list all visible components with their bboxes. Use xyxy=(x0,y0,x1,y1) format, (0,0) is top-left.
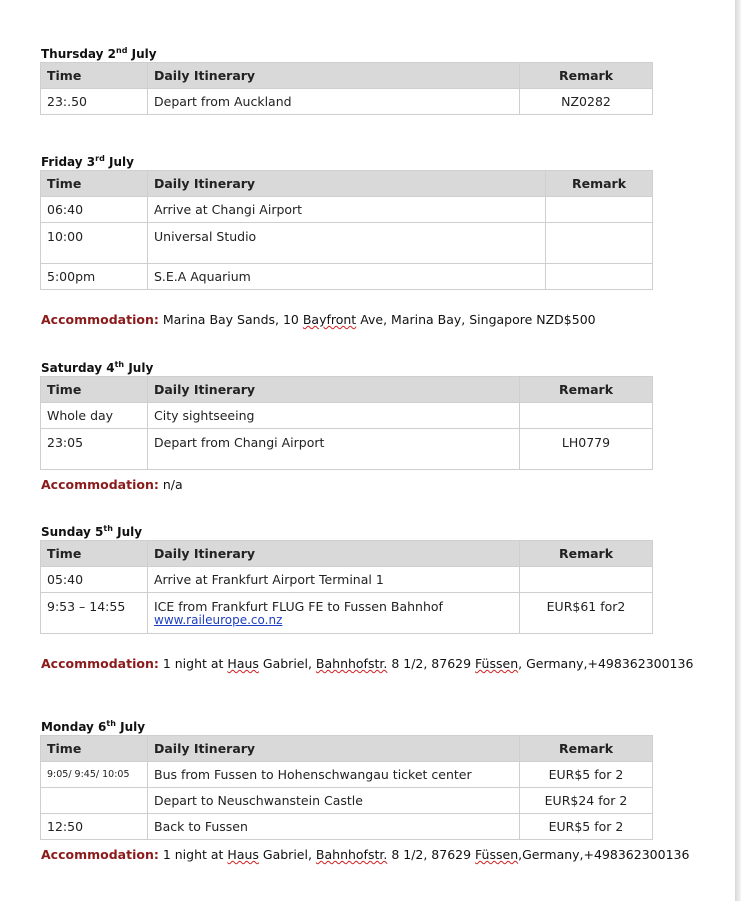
cell-itinerary: S.E.A Aquarium xyxy=(148,264,546,290)
cell-remark xyxy=(520,403,653,429)
cell-itinerary: Depart from Auckland xyxy=(148,89,520,115)
table-header-row xyxy=(41,377,653,403)
cell-remark: EUR$24 for 2 xyxy=(520,788,653,814)
table-row xyxy=(41,429,653,470)
cell-remark: EUR$61 for2 xyxy=(520,593,653,634)
itinerary-table xyxy=(40,376,653,470)
day-heading: Thursday 2nd July xyxy=(41,46,157,61)
table-row xyxy=(41,567,653,593)
cell-time: 10:00 xyxy=(41,223,148,264)
table-row xyxy=(41,223,653,264)
cell-time: 9:05/ 9:45/ 10:05 xyxy=(41,762,148,788)
cell-remark: LH0779 xyxy=(520,429,653,470)
raileurope-link[interactable]: www.raileurope.co.nz xyxy=(154,613,283,627)
cell-itinerary: Bus from Fussen to Hohenschwangau ticket center xyxy=(148,762,520,788)
cell-time: 06:40 xyxy=(41,197,148,223)
header-itinerary: Daily Itinerary xyxy=(148,171,546,197)
accommodation-label: Accommodation: xyxy=(41,477,159,492)
cell-time: 5:00pm xyxy=(41,264,148,290)
day-heading: Saturday 4th July xyxy=(41,360,154,375)
table-header-row xyxy=(41,63,653,89)
cell-itinerary: Back to Fussen xyxy=(148,814,520,840)
cell-time: 23:05 xyxy=(41,429,148,470)
header-remark: Remark xyxy=(520,63,653,89)
cell-remark: EUR$5 for 2 xyxy=(520,762,653,788)
header-itinerary: Daily Itinerary xyxy=(148,377,520,403)
day-heading: Friday 3rd July xyxy=(41,154,134,169)
header-remark: Remark xyxy=(520,377,653,403)
accommodation-label: Accommodation: xyxy=(41,656,159,671)
table-row xyxy=(41,814,653,840)
cell-remark: NZ0282 xyxy=(520,89,653,115)
cell-itinerary: Depart to Neuschwanstein Castle xyxy=(148,788,520,814)
cell-itinerary: City sightseeing xyxy=(148,403,520,429)
header-remark: Remark xyxy=(546,171,653,197)
cell-itinerary: Arrive at Frankfurt Airport Terminal 1 xyxy=(148,567,520,593)
header-time: Time xyxy=(41,541,148,567)
header-time: Time xyxy=(41,377,148,403)
accommodation-line: Accommodation: 1 night at Haus Gabriel, Bahnhofstr. 8 1/2, 87629 Füssen, Germany,+498362300136 xyxy=(41,656,694,671)
cell-time: Whole day xyxy=(41,403,148,429)
itinerary-table xyxy=(40,735,653,840)
cell-remark xyxy=(546,264,653,290)
table-row xyxy=(41,762,653,788)
itinerary-table xyxy=(40,540,653,634)
day-section-thursday xyxy=(40,47,653,115)
header-time: Time xyxy=(41,63,148,89)
cell-remark xyxy=(546,223,653,264)
header-itinerary: Daily Itinerary xyxy=(148,541,520,567)
accommodation-line: Accommodation: Marina Bay Sands, 10 Bayfront Ave, Marina Bay, Singapore NZD$500 xyxy=(41,312,596,327)
header-itinerary: Daily Itinerary xyxy=(148,736,520,762)
day-heading: Sunday 5th July xyxy=(41,524,143,539)
table-header-row xyxy=(41,541,653,567)
accommodation-line: Accommodation: n/a xyxy=(41,477,183,492)
table-row xyxy=(41,264,653,290)
header-itinerary: Daily Itinerary xyxy=(148,63,520,89)
table-row xyxy=(41,89,653,115)
cell-itinerary: Depart from Changi Airport xyxy=(148,429,520,470)
cell-remark xyxy=(520,567,653,593)
cell-itinerary: Arrive at Changi Airport xyxy=(148,197,546,223)
table-header-row xyxy=(41,736,653,762)
cell-itinerary: Universal Studio xyxy=(148,223,546,264)
cell-time: 9:53 – 14:55 xyxy=(41,593,148,634)
cell-itinerary xyxy=(148,593,520,634)
table-row xyxy=(41,403,653,429)
cell-time: 12:50 xyxy=(41,814,148,840)
itinerary-table xyxy=(40,62,653,115)
header-remark: Remark xyxy=(520,736,653,762)
cell-time: 05:40 xyxy=(41,567,148,593)
day-section-sunday xyxy=(40,525,653,634)
day-section-saturday xyxy=(40,361,653,470)
itinerary-text: ICE from Frankfurt FLUG FE to Fussen Bahnhof xyxy=(154,599,443,614)
accommodation-label: Accommodation: xyxy=(41,847,159,862)
cell-remark xyxy=(546,197,653,223)
page-edge xyxy=(735,0,741,901)
day-heading: Monday 6th July xyxy=(41,719,146,734)
header-remark: Remark xyxy=(520,541,653,567)
table-row xyxy=(41,788,653,814)
table-row xyxy=(41,197,653,223)
table-header-row xyxy=(41,171,653,197)
accommodation-line: Accommodation: 1 night at Haus Gabriel, Bahnhofstr. 8 1/2, 87629 Füssen,Germany,+498362300136 xyxy=(41,847,690,862)
cell-time xyxy=(41,788,148,814)
header-time: Time xyxy=(41,171,148,197)
day-section-monday xyxy=(40,720,653,840)
header-time: Time xyxy=(41,736,148,762)
cell-remark: EUR$5 for 2 xyxy=(520,814,653,840)
day-section-friday xyxy=(40,155,653,290)
accommodation-label: Accommodation: xyxy=(41,312,159,327)
table-row xyxy=(41,593,653,634)
itinerary-table xyxy=(40,170,653,290)
cell-time: 23:.50 xyxy=(41,89,148,115)
